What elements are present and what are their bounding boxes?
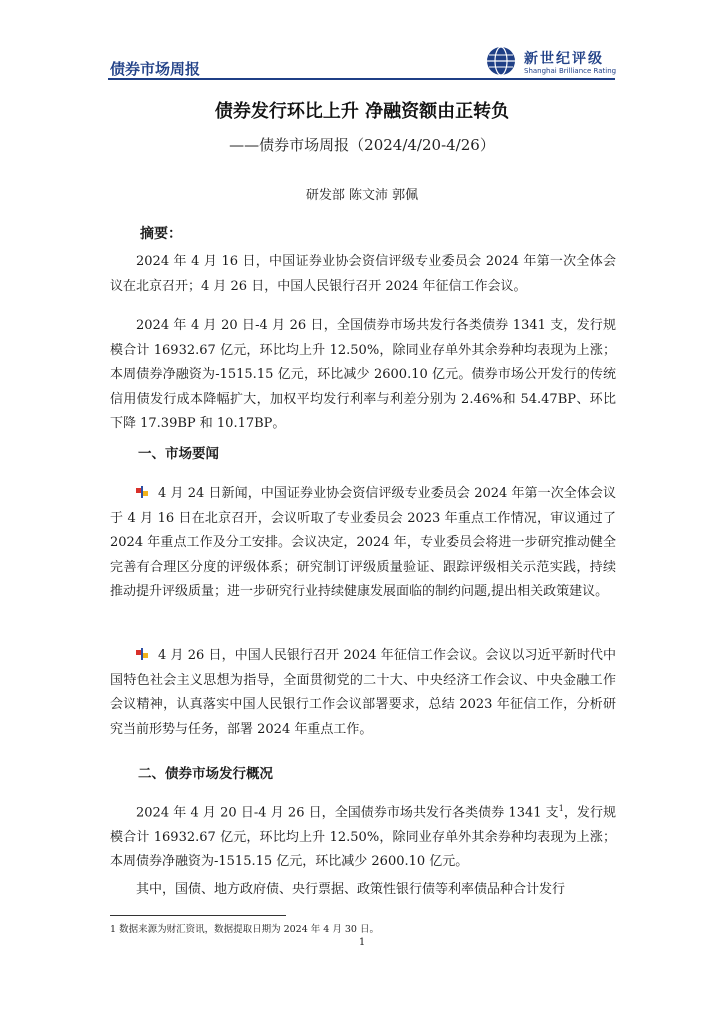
header-divider: [108, 78, 615, 80]
issuance-paragraph-1-part-b: ，发行规模合计 16932.67 亿元，环比均上升 12.50%，除同业存单外其余券种均表现为上涨；本周债券净融资为-1515.15 亿元，环比减少 2600.10 亿元。: [110, 805, 616, 870]
globe-logo-icon: [486, 46, 516, 76]
footnote-divider: [110, 915, 286, 916]
header-title: 债券市场周报: [110, 60, 201, 78]
footnote: 1 数据来源为财汇资讯，数据提取日期为 2024 年 4 月 30 日。: [110, 924, 379, 935]
news-item-1: [110, 482, 616, 605]
bullet-flag-icon: [136, 648, 148, 660]
report-title: 债券发行环比上升 净融资额由正转负: [214, 101, 510, 122]
page-number: 1: [358, 937, 366, 948]
section-heading-issuance-overview: 二、债券市场发行概况: [138, 766, 273, 782]
logo-english-name: Shanghai Brilliance Rating: [524, 67, 617, 75]
news-item-2-text: 4 月 26 日，中国人民银行召开 2024 年征信工作会议。会议以习近平新时代中国特色社会主义思想为指导，全面贯彻党的二十大、中央经济工作会议、中央金融工作会议精神，认真落实中国人民银行工作会议部署要求，总结 2023 年征信工作，分析研究当前形势与任务，部署 2024 年重点工作。: [110, 648, 616, 737]
abstract-label: 摘要：: [140, 226, 182, 242]
report-subtitle: ——债券市场周报（2024/4/20-4/26）: [229, 136, 495, 154]
authors: 研发部 陈文沛 郭佩: [305, 188, 419, 203]
section-heading-market-news: 一、市场要闻: [138, 446, 219, 462]
abstract-paragraph-1: 2024 年 4 月 16 日，中国证券业协会资信评级专业委员会 2024 年第一次全体会议在北京召开；4 月 26 日，中国人民银行召开 2024 年征信工作会议。: [110, 254, 616, 294]
footnote-ref[interactable]: 1: [558, 804, 564, 813]
bullet-flag-icon: [136, 486, 148, 498]
issuance-paragraph-1-part-a: 2024 年 4 月 20 日-4 月 26 日，全国债券市场共发行各类债券 1341 支: [136, 805, 559, 821]
news-item-1-text: 4 月 24 日新闻，中国证券业协会资信评级专业委员会 2024 年第一次全体会议于 4 月 16 日在北京召开，会议听取了专业委员会 2023 年重点工作情况，审议通过了 2024 年重点工作及分工安排。会议决定，2024 年，专业委员会将进一步研究推动健全完善有合理区分度的评级体系；研究制订评级质量验证、跟踪评级相关示范实践，持续推动提升评级质量；进一步研究行业持续健康发展面临的制约问题,提出相关政策建议。: [110, 486, 616, 599]
news-item-2: [110, 644, 616, 742]
brand-logo: [486, 44, 646, 80]
issuance-paragraph-1: [110, 797, 616, 875]
logo-chinese-name: 新世纪评级: [524, 51, 604, 67]
abstract-paragraph-2: 2024 年 4 月 20 日-4 月 26 日，全国债券市场共发行各类债券 1341 支，发行规模合计 16932.67 亿元，环比均上升 12.50%，除同业存单外其余券种均表现为上涨；本周债券净融资为-1515.15 亿元，环比减少 2600.10 亿元。债券市场公开发行的传统信用债发行成本降幅扩大，加权平均发行利率与利差分别为 2.46%和 54.47BP、环比下降 17.39BP 和 10.17BP。: [110, 318, 616, 431]
issuance-paragraph-2: 其中，国债、地方政府债、央行票据、政策性银行债等利率债品种合计发行: [136, 882, 566, 897]
